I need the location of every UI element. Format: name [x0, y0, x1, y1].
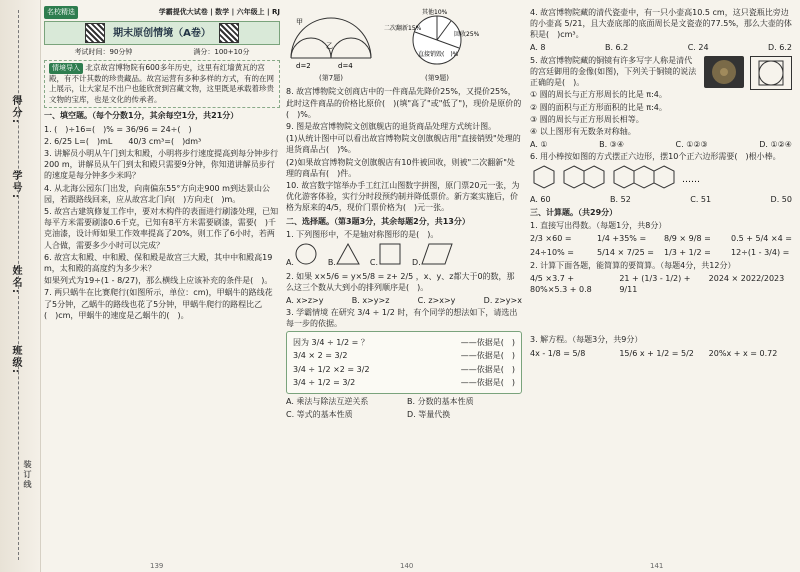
- mirror-icon: [711, 59, 737, 85]
- question-1: 1. ( )÷16=( )% = 36/96 = 24÷( ): [44, 124, 192, 134]
- option-b[interactable]: B. x>y>z: [351, 295, 390, 305]
- binding-line: [18, 10, 20, 560]
- calc-item: 1/3 + 1/2 =: [664, 247, 711, 257]
- binding-strip: [0, 0, 41, 572]
- title-banner: [44, 21, 280, 45]
- question-2: 2. 6/25 L=( )mL 40/3 cm³=( )dm³: [44, 136, 202, 146]
- calc-item: 4/5 ×3.7 + 80%×5.3 + 0.8: [530, 274, 592, 295]
- calc-question-3: 3. 解方程。（每题3分，共9分）: [530, 335, 643, 345]
- section-2-title: 二、选择题。（第3题3分，其余每题2分，共13分）: [286, 216, 470, 226]
- bronze-mirror-photo: [704, 56, 744, 88]
- calc-item: 24÷10% =: [530, 247, 574, 257]
- name-label: 姓名:: [10, 265, 21, 295]
- option-a[interactable]: A. x>z>y: [286, 295, 324, 305]
- choice-question-5: 5. 故宫博物院藏的铜镜有许多写字人称是清代的宫廷御用的金像(如图)，下列关于铜镜的说法正确的是( )。: [530, 55, 697, 88]
- choice-2-options: [286, 295, 522, 306]
- pie-label-other: 其他10%: [422, 9, 448, 16]
- hexagon-2: [564, 166, 584, 188]
- hexagon-6: [654, 166, 674, 188]
- binding-line-label: 装订线: [23, 460, 32, 490]
- calc-item: 2024 × 2022/2023: [708, 274, 785, 284]
- path-arc-small-2: [331, 38, 371, 58]
- choice-question-4: 4. 故宫博物院藏的清代瓷壶中，有一只小壶高10.5 cm，这只瓷瓶比旁边的小壶高 5/21，且大壶底部的底面周长是文瓷壶的77.5%，那么大壶的体积是( )cm³。: [530, 8, 792, 40]
- question-5-block: [530, 54, 792, 138]
- answer-space: [530, 297, 792, 333]
- calc-item: 1/4 +35% =: [597, 234, 647, 244]
- question-5-text-block: [530, 54, 698, 138]
- option-b-label: B.: [327, 258, 336, 268]
- calc-item: 2/3 ×60 =: [530, 234, 572, 244]
- exam-time: 考试时间：90分钟: [74, 48, 133, 57]
- column-1: [44, 6, 280, 322]
- calc-question-1: 1. 直接写出得数。（每题1分，共8分）: [530, 221, 667, 231]
- question-6: 6. 故宫太和殿、中和殿、保和殿是故宫三大殿，其中中和殿高19 m，太和殿的高度约为多少米？: [44, 252, 273, 274]
- option-d[interactable]: D. 6.2: [768, 42, 792, 52]
- choice-5-options: [530, 139, 792, 150]
- question-7: 7. 两只蜗牛在比赛爬行(如图所示，单位：cm)，甲蜗牛的路线花了5分钟，乙蜗牛的路线也花了5分钟，甲蜗牛爬行的路程比乙( )cm，甲蜗牛的速度是乙蜗牛的( )。: [44, 288, 273, 320]
- option-d[interactable]: D. 等量代换: [407, 410, 451, 420]
- choice-question-6: 6. 用小棒按如图的方式摆正六边形，摆10个正六边形需要( )根小棒。: [530, 152, 781, 162]
- hexagon-3: [584, 166, 604, 188]
- option-c[interactable]: [370, 243, 402, 268]
- page-number: 141: [650, 562, 664, 570]
- option-d[interactable]: [412, 243, 453, 268]
- basis: ——依据是( ): [460, 338, 515, 348]
- label-d4: d=4: [338, 62, 353, 70]
- reasoning-row: [293, 337, 515, 348]
- mirror-images: [704, 56, 792, 136]
- section-1-title: 一、填空题。（每个分数1分，其余每空1分，共21分）: [44, 111, 239, 121]
- brand-badge: 名校精选: [44, 6, 78, 19]
- choice-6-options: [530, 194, 792, 205]
- step: 3/4 ÷ 1/2 ×2 = 3/2: [293, 364, 370, 374]
- statement-2: ② 圆的面积与正方形面积的比是 π:4。: [530, 102, 667, 112]
- question-5: 5. 故宫古建筑修复工作中，要对木构件的表面进行刷漆处理，已知每平方米需要刷漆0.6千克，已知有8平方米需要刷漆，需要( )千克油漆，设计师如果工作效率提高了20%，则工作了6小时，若两人合做，需要多少小时可以完成？: [44, 207, 279, 250]
- path-arc-small-1: [291, 38, 331, 58]
- ellipsis: ……: [682, 174, 700, 185]
- hexagon-1: [534, 166, 554, 188]
- option-b[interactable]: B. ③④: [599, 140, 625, 150]
- question-10: 10. 故宫数字馆举办手工红江山图数字拼图，原门票20元一张，为优化游客体验，实行分时段预约制并降低票价。新方案实施后，价格为原来的4/5，现价门票价格为( )元一张。: [286, 181, 520, 213]
- option-a[interactable]: A. ①: [530, 140, 548, 150]
- question-9-1: (1)从统计图中可以看出故宫博物院文创旗舰店用"直接销毁"处理的退货商品占( )%。: [286, 134, 521, 155]
- statement-1: ① 圆的周长与正方形周长的比是 π:4。: [530, 90, 667, 100]
- pie-chart: [382, 8, 492, 70]
- qr-code-icon: [219, 23, 239, 43]
- section-3-title: 三、计算题。（共29分）: [530, 208, 618, 218]
- figure-9-caption: (第9题): [425, 74, 449, 83]
- student-id-label: 学号:: [10, 170, 21, 200]
- pie-label-destroy: 直接销毁( )%: [418, 51, 459, 58]
- pie-label-recycle: 回收25%: [454, 31, 480, 38]
- option-d[interactable]: D. z>y>x: [483, 295, 522, 305]
- reasoning-row: [293, 377, 515, 388]
- basis: ——依据是( ): [460, 377, 515, 387]
- exam-score: 满分：100+10分: [193, 48, 250, 57]
- option-b[interactable]: B. 6.2: [604, 42, 629, 52]
- page-number: 139: [150, 562, 164, 570]
- column-2: [286, 6, 522, 422]
- card-options: [286, 396, 522, 420]
- hexagon-4: [614, 166, 634, 188]
- class-label: 班级:: [10, 345, 21, 375]
- calc-item: 0.5 + 5/4 ×4 =: [731, 234, 792, 244]
- choice-question-3: 3. 学霸情境 在研究 3/4 ÷ 1/2 时，有个同学的想法如下，请选出每一步的依据。: [286, 307, 518, 329]
- step: 3/4 ÷ 1/2 = 3/2: [293, 377, 356, 387]
- option-c[interactable]: C. 51: [690, 194, 712, 204]
- step: 因为 3/4 ÷ 1/2 = ？: [293, 338, 369, 348]
- intro-box: [44, 60, 280, 108]
- reasoning-card: [286, 331, 522, 394]
- option-a[interactable]: [286, 243, 318, 268]
- reasoning-row: [293, 364, 515, 375]
- triangle-shape: [336, 243, 360, 265]
- snail-path-figure: [286, 14, 376, 70]
- figures-row: [286, 8, 522, 84]
- question-9-2: (2)如果故宫博物院文创旗舰店有10件被回收，则被"二次翻新"处理的商品有( )件。: [286, 157, 515, 178]
- figure-7: [286, 14, 376, 84]
- option-a[interactable]: A. 乘法与除法互逆关系: [286, 397, 369, 407]
- calc-item: 8/9 × 9/8 =: [664, 234, 711, 244]
- mental-math-grid: [530, 233, 792, 257]
- option-d[interactable]: D. ①②④: [759, 140, 792, 150]
- basis: ——依据是( ): [460, 364, 515, 374]
- calc-question-2: 2. 计算下面各题，能简算的要简算。（每题4分，共12分）: [530, 260, 736, 270]
- series-title: 学霸提优大试卷 | 数学 | 六年级上 | RJ: [158, 8, 280, 16]
- calc-item: 5/14 × 7/25 =: [597, 247, 654, 257]
- shape-options: [286, 243, 522, 268]
- equation-item: 15/6 x + 1/2 = 5/2: [619, 348, 694, 358]
- option-a[interactable]: A. 60: [530, 194, 551, 204]
- equation-item: 4x - 1/8 = 5/8: [530, 348, 586, 358]
- circle-in-square-icon: [758, 60, 784, 86]
- calc-item: 21 + (1/3 - 1/2) + 9/11: [619, 274, 691, 295]
- statement-4: ④ 以上图形有无数条对称轴。: [530, 127, 636, 137]
- figure-7-caption: (第7题): [319, 74, 343, 83]
- option-a[interactable]: A. 8: [530, 42, 546, 52]
- option-c[interactable]: C. 24: [687, 42, 709, 52]
- option-b[interactable]: [328, 243, 360, 268]
- option-c[interactable]: C. 等式的基本性质: [286, 410, 353, 420]
- pie-label-refurbish: 二次翻新15%: [384, 25, 422, 32]
- option-c-label: C.: [369, 258, 379, 268]
- statement-3: ③ 圆的周长与正方形周长相等。: [530, 114, 644, 124]
- choice-4-options: [530, 42, 792, 53]
- label-yi: 乙: [326, 42, 333, 50]
- score-label: 得分:: [10, 95, 21, 125]
- option-c[interactable]: C. z>x>y: [417, 295, 456, 305]
- path-arc-large: [291, 18, 371, 58]
- question-3: 3. 讲解员小明从午门到太和殿，小明将步行速度提高到每分钟步行200 m，讲解员从午门到太和殿只需要9分钟，你知道讲解员步行的速度是每分钟多少米吗？: [44, 149, 279, 181]
- exam-title: 期末原创情境（A卷）: [113, 27, 211, 39]
- option-b[interactable]: B. 52: [610, 194, 631, 204]
- option-d-label: D.: [412, 258, 421, 268]
- circle-shape: [294, 243, 318, 265]
- circle-square-diagram: [750, 56, 792, 90]
- parallelogram-shape: [421, 243, 453, 265]
- option-a-label: A.: [286, 258, 294, 268]
- column-3: [530, 6, 792, 361]
- choice-question-2: 2. 如果 x×5/6 = y×5/8 = z+ 2/5 ，x、y、z都大于0的数，那么这三个数从大到小的排列顺序是( )。: [286, 272, 515, 293]
- label-d2: d=2: [296, 62, 311, 70]
- simplify-grid: [530, 273, 792, 295]
- basis: ——依据是( ): [460, 351, 515, 361]
- choice-question-1: 1. 下列图形中，不是轴对称图形的是( )。: [286, 229, 439, 239]
- square-shape: [378, 243, 402, 265]
- hexagon-pattern: [530, 164, 730, 190]
- option-d[interactable]: D. 50: [770, 194, 792, 204]
- equation-grid: [530, 348, 792, 359]
- question-9: 9. 图是故宫博物院文创旗舰店的退货商品处理方式统计图。: [286, 122, 497, 132]
- question-6-condition: 如果列式为19÷(1 - 8/27)，那么横线上应该补充的条件是( )。: [44, 276, 273, 286]
- option-b[interactable]: B. 分数的基本性质: [407, 397, 474, 407]
- hexagon-5: [634, 166, 654, 188]
- question-4: 4. 从北海公园东门出发，向南偏东55°方向走900 m到达景山公园，若跟路线回来，应从故宫北门向( )方向走( )m。: [44, 183, 270, 204]
- exam-meta: [44, 47, 280, 58]
- intro-text: 北京故宫博物院有600多年历史，这里有红墙黄瓦的宫殿，有不计其数的珍贵藏品。故宫运营有多种多样的方式，有的在网上展示，让大家足不出户也能欣赏到宫藏文物，这里既是承载着珍贵文物的宝库，也是文化的传承者。: [49, 63, 274, 104]
- figure-9: [382, 8, 492, 84]
- reasoning-row: [293, 350, 515, 361]
- step: 3/4 × 2 = 3/2: [293, 351, 348, 361]
- page-number: 140: [400, 562, 414, 570]
- qr-code-icon: [85, 23, 105, 43]
- question-8: 8. 故宫博物院文创商店中的一件商品先降价25%，又提价25%，此时这件商品的价格比原价( )(填"高了"或"低了")，现价是原价的( )%。: [286, 87, 522, 119]
- calc-item: 12÷(1 - 3/4) =: [731, 247, 790, 257]
- equation-item: 20%x + x = 0.72: [708, 348, 778, 358]
- intro-tag: 情境导入: [49, 63, 83, 74]
- option-c[interactable]: C. ①②③: [675, 140, 708, 150]
- label-jia: 甲: [296, 18, 303, 26]
- header: [44, 6, 280, 19]
